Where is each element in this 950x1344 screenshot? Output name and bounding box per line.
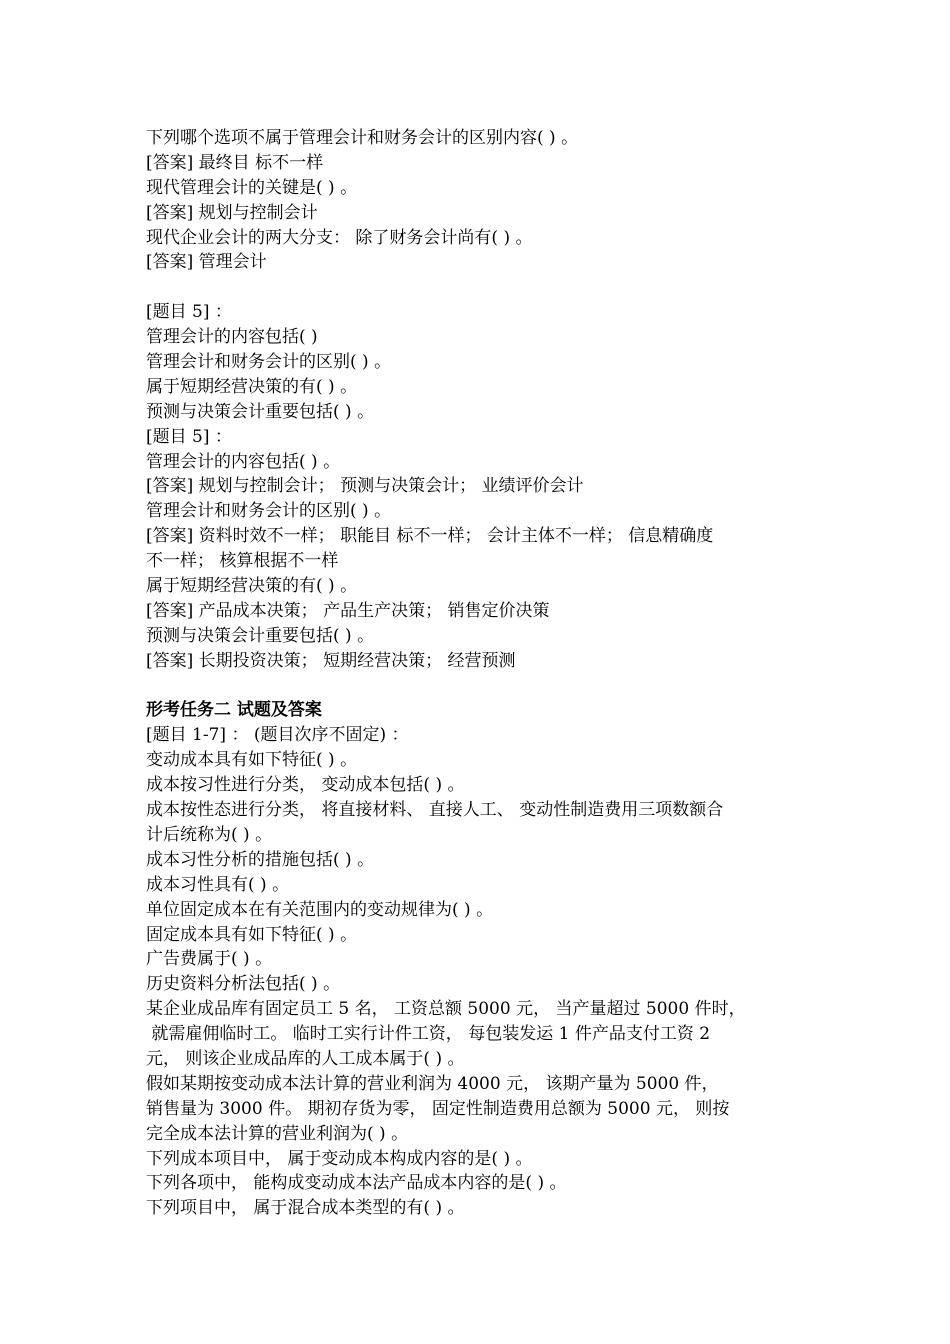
text-line: [题目 5] ：	[146, 426, 232, 447]
text-line: 固定成本具有如下特征( ) 。	[146, 924, 358, 945]
text-line: 计后统称为( ) 。	[146, 824, 273, 845]
text-line: [题目 5] ：	[146, 302, 232, 323]
text-line: 现代企业会计的两大分支： 除了财务会计尚有( ) 。	[146, 227, 533, 248]
text-line: [答案] 规划与控制会计； 预测与决策会计； 业绩评价会计	[146, 476, 584, 497]
document-body	[146, 126, 826, 1221]
text-line: 某企业成品库有固定员工 5 名， 工资总额 5000 元， 当产量超过 5000 件时，	[146, 999, 746, 1020]
text-line: [答案] 最终目 标不一样	[146, 152, 324, 173]
text-line: 广告费属于( ) 。	[146, 949, 273, 970]
text-line: 单位固定成本在有关范围内的变动规律为( ) 。	[146, 899, 494, 920]
text-line: 变动成本具有如下特征( ) 。	[146, 750, 358, 771]
text-line: 成本按性态进行分类， 将直接材料、 直接人工、 变动性制造费用三项数额合	[146, 800, 724, 821]
text-line: 现代管理会计的关键是( ) 。	[146, 177, 358, 198]
text-line: 完全成本法计算的营业利润为( ) 。	[146, 1123, 409, 1144]
text-line: 管理会计的内容包括( ) 。	[146, 451, 341, 472]
text-line: 历史资料分析法包括( ) 。	[146, 974, 341, 995]
text-line: 元， 则该企业成品库的人工成本属于( ) 。	[146, 1048, 465, 1069]
text-line: 属于短期经营决策的有( ) 。	[146, 376, 358, 397]
text-line: 预测与决策会计重要包括( ) 。	[146, 401, 375, 422]
text-line: 下列哪个选项不属于管理会计和财务会计的区别内容( ) 。	[146, 128, 579, 148]
text-line: 管理会计的内容包括( )	[146, 327, 318, 348]
text-line: 成本按习性进行分类， 变动成本包括( ) 。	[146, 775, 465, 796]
text-line: 预测与决策会计重要包括( ) 。	[146, 625, 375, 646]
text-line: 属于短期经营决策的有( ) 。	[146, 576, 358, 597]
text-line: 下列各项中， 能构成变动成本法产品成本内容的是( ) 。	[146, 1173, 567, 1194]
text-line: 下列项目中， 属于混合成本类型的有( ) 。	[146, 1198, 465, 1219]
text-line: 销售量为 3000 件。 期初存货为零， 固定性制造费用总额为 5000 元， 则按	[146, 1098, 730, 1119]
text-line: 成本习性具有( ) 。	[146, 874, 290, 895]
text-line: [答案] 管理会计	[146, 252, 267, 273]
text-line: 假如某期按变动成本法计算的营业利润为 4000 元， 该期产量为 5000 件，	[146, 1073, 719, 1094]
blank-line	[146, 674, 826, 699]
text-line: [答案] 规划与控制会计	[146, 202, 318, 223]
text-line: 就需雇佣临时工。 临时工实行计件工资， 每包装发运 1 件产品支付工资 2	[146, 1024, 711, 1045]
text-line: 管理会计和财务会计的区别( ) 。	[146, 352, 392, 373]
blank-line	[146, 275, 826, 300]
text-line: 下列成本项目中， 属于变动成本构成内容的是( ) 。	[146, 1148, 533, 1169]
text-line: 不一样； 核算根据不一样	[146, 551, 339, 572]
text-line: 管理会计和财务会计的区别( ) 。	[146, 501, 392, 522]
text-line: [答案] 资料时效不一样； 职能目 标不一样； 会计主体不一样； 信息精确度	[146, 526, 714, 547]
text-line: [题目 1-7] ： (题目次序不固定) ：	[146, 725, 409, 746]
text-line: [答案] 长期投资决策； 短期经营决策； 经营预测	[146, 650, 516, 671]
text-line: [答案] 产品成本决策； 产品生产决策； 销售定价决策	[146, 600, 550, 621]
text-line: 成本习性分析的措施包括( ) 。	[146, 849, 375, 870]
section-heading: 形考任务二 试题及答案	[146, 700, 322, 721]
